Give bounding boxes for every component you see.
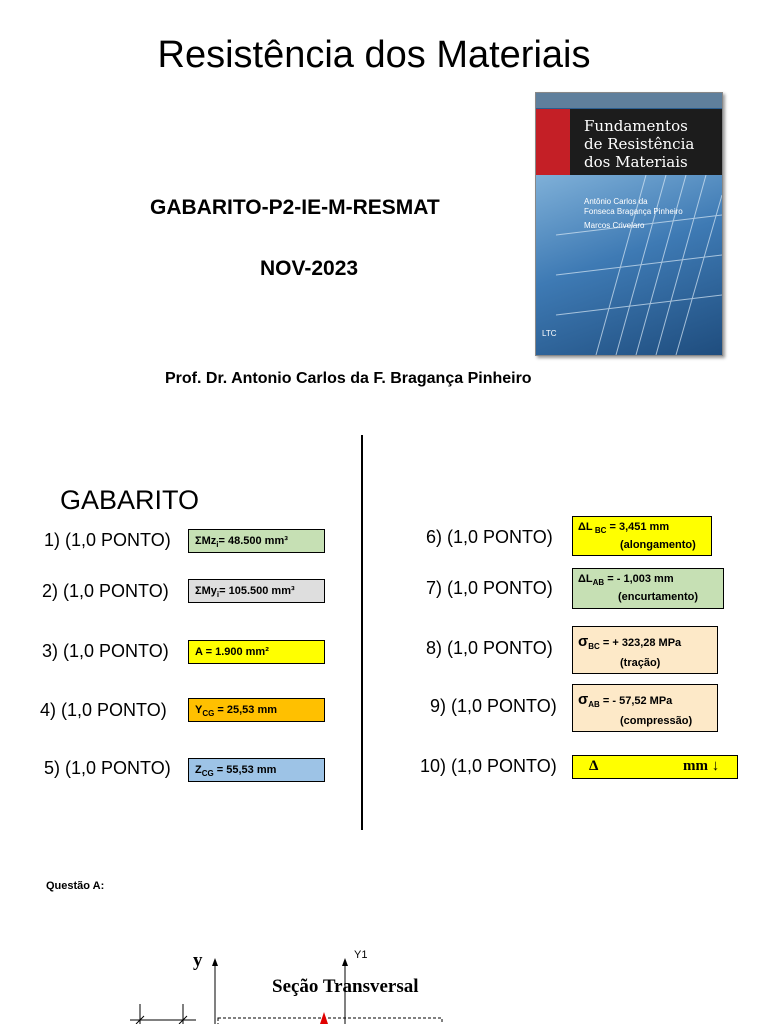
book-publisher: LTC	[542, 329, 557, 338]
page-title: Resistência dos Materiais	[157, 34, 591, 76]
question-2-label: 2) (1,0 PONTO)	[42, 581, 169, 601]
column-divider	[361, 435, 363, 830]
answer-2-box: ΣMy$_i$= 105.500 mm³	[188, 579, 325, 603]
question-6-label: 6) (1,0 PONTO)	[426, 527, 553, 547]
book-title: Fundamentos de Resistência dos Materiais	[584, 117, 695, 171]
question-7-label: 7) (1,0 PONTO)	[426, 578, 553, 598]
answer-10-box: Δ mm ↓	[572, 755, 738, 779]
question-1-label: 1) (1,0 PONTO)	[44, 530, 171, 550]
axis-y1-label: Y1	[354, 949, 368, 961]
axis-y-label: y	[193, 950, 203, 971]
question-5-label: 5) (1,0 PONTO)	[44, 758, 171, 778]
answer-1-box: ΣMz$_i$= 48.500 mm³	[188, 529, 325, 553]
professor-name: Prof. Dr. Antonio Carlos da F. Bragança Pinheiro	[165, 370, 532, 387]
question-a-label: Questão A:	[46, 880, 105, 892]
answer-5-box: $Z_{CG} = 55,53$ mm	[188, 758, 325, 782]
question-9-label: 9) (1,0 PONTO)	[430, 696, 557, 716]
section-title: Seção Transversal	[272, 976, 419, 997]
answer-8-box: $\sigma_{BC}$ = + 323,28 MPa (tração)	[572, 626, 718, 674]
answer-3-box: A = 1.900 mm²	[188, 640, 325, 664]
question-8-label: 8) (1,0 PONTO)	[426, 638, 553, 658]
exam-code: GABARITO-P2-IE-M-RESMAT	[150, 196, 440, 219]
answer-4-box: $Y_{CG} = 25,53$ mm	[188, 698, 325, 722]
question-10-label: 10) (1,0 PONTO)	[420, 756, 557, 776]
gabarito-heading: GABARITO	[60, 485, 200, 515]
answer-9-box: $\sigma_{AB}$ = - 57,52 MPa (compressão)	[572, 684, 718, 732]
exam-date: NOV-2023	[260, 257, 359, 280]
question-3-label: 3) (1,0 PONTO)	[42, 641, 169, 661]
book-cover	[535, 92, 723, 356]
book-authors: Antônio Carlos da Fonseca Bragança Pinheiro Marcos Crivelaro	[584, 197, 683, 230]
question-4-label: 4) (1,0 PONTO)	[40, 700, 167, 720]
answer-7-box: $\Delta L_{AB}$ = - 1,003 mm (encurtamento)	[572, 568, 724, 609]
answer-6-box: ΔL $_{BC}$ = 3,451 mm (alongamento)	[572, 516, 712, 556]
red-arrow-icon	[320, 1012, 328, 1024]
